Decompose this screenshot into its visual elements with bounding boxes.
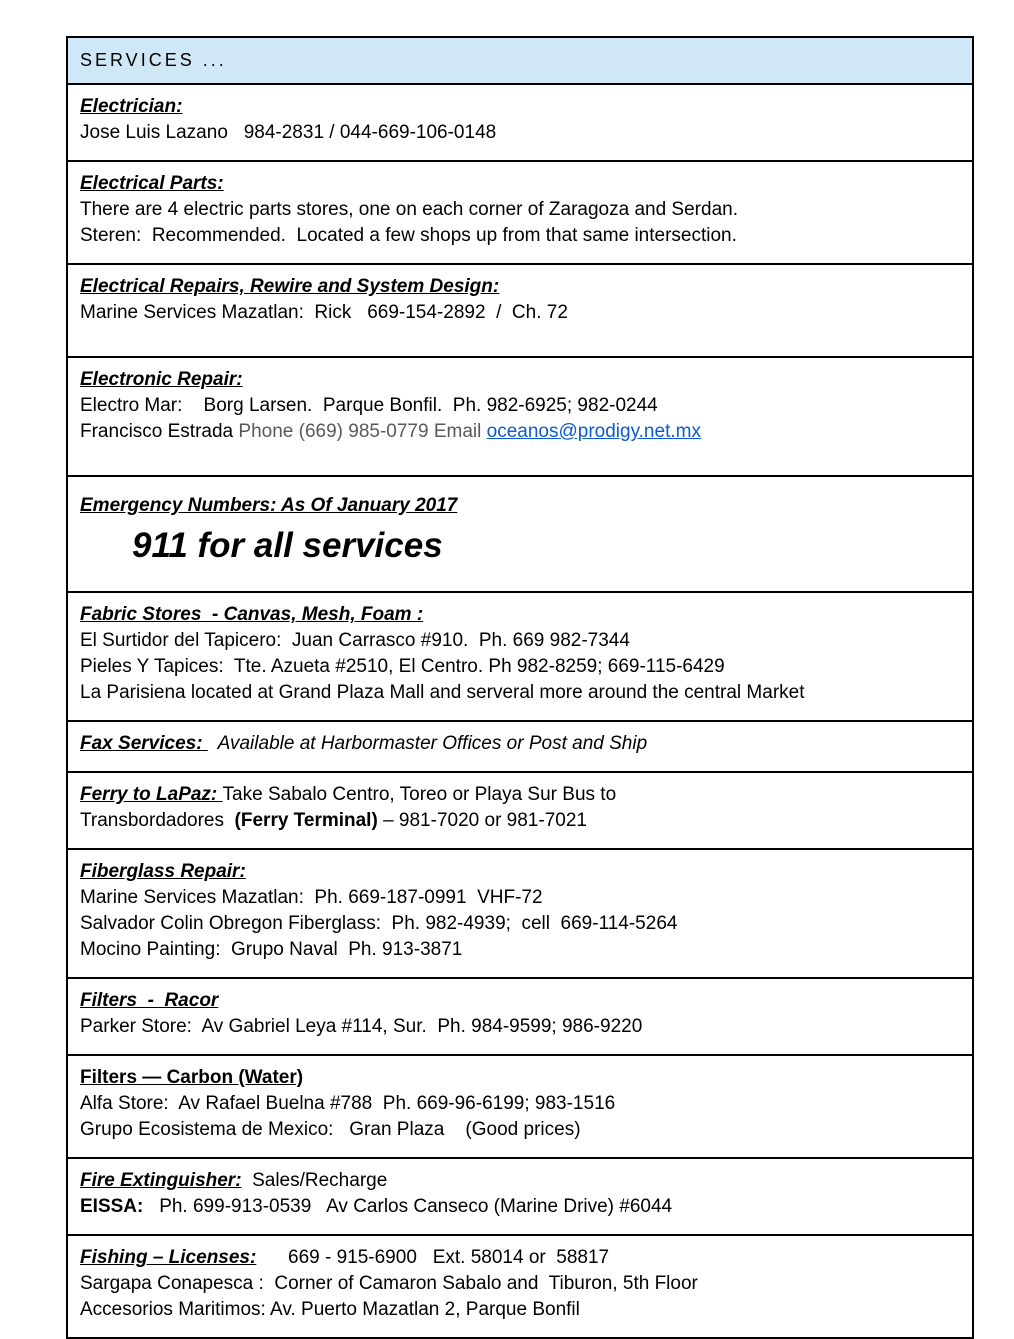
ferry-terminal-label: (Ferry Terminal) bbox=[234, 810, 378, 831]
section-ferry-to-lapaz bbox=[68, 773, 972, 850]
contact-name: Francisco Estrada bbox=[80, 421, 239, 442]
section-text: Sales/Recharge bbox=[241, 1170, 388, 1191]
section-filters-carbon bbox=[68, 1056, 972, 1159]
section-electrician bbox=[68, 85, 972, 162]
section-fiberglass-repair bbox=[68, 850, 972, 979]
section-heading: Electronic Repair: bbox=[80, 369, 243, 390]
section-electronic-repair bbox=[68, 358, 972, 477]
section-heading: Electrician: bbox=[80, 96, 183, 117]
section-text: Take Sabalo Centro, Toreo or Playa Sur Bus to bbox=[222, 784, 617, 805]
section-text: Salvador Colin Obregon Fiberglass: Ph. 982-4939; cell 669-114-5264 bbox=[80, 913, 678, 934]
eissa-label: EISSA: bbox=[80, 1196, 144, 1217]
section-text: Electro Mar: Borg Larsen. Parque Bonfil. Ph. 982-6925; 982-0244 bbox=[80, 395, 658, 416]
section-heading: Fax Services: bbox=[80, 733, 208, 754]
section-fabric-stores bbox=[68, 593, 972, 722]
section-text: Available at Harbormaster Offices or Post and Ship bbox=[207, 733, 648, 754]
emergency-911-text: 911 for all services bbox=[132, 526, 443, 565]
section-text: Marine Services Mazatlan: Ph. 669-187-0991 VHF-72 bbox=[80, 887, 543, 908]
section-heading: Emergency Numbers: As Of January 2017 bbox=[80, 495, 458, 516]
contact-phone: Phone (669) 985-0779 Email bbox=[238, 421, 487, 442]
services-directory-table bbox=[66, 36, 974, 1339]
section-electrical-repairs bbox=[68, 265, 972, 358]
section-heading: Filters - Racor bbox=[80, 990, 219, 1011]
table-header bbox=[68, 38, 972, 85]
section-text: – 981-7020 or 981-7021 bbox=[377, 810, 587, 831]
section-text: Pieles Y Tapices: Tte. Azueta #2510, El Centro. Ph 982-8259; 669-115-6429 bbox=[80, 656, 725, 677]
section-text: 669 - 915-6900 Ext. 58014 or 58817 bbox=[256, 1247, 610, 1268]
section-electrical-parts bbox=[68, 162, 972, 265]
section-heading: Electrical Repairs, Rewire and System Design: bbox=[80, 276, 500, 297]
section-emergency-numbers bbox=[68, 477, 972, 593]
section-text: Steren: Recommended. Located a few shops up from that same intersection. bbox=[80, 225, 737, 246]
section-text: El Surtidor del Tapicero: Juan Carrasco #910. Ph. 669 982-7344 bbox=[80, 630, 630, 651]
section-fire-extinguisher bbox=[68, 1159, 972, 1236]
section-heading: Fishing – Licenses: bbox=[80, 1247, 257, 1268]
section-text: Ph. 699-913-0539 Av Carlos Canseco (Marine Drive) #6044 bbox=[143, 1196, 673, 1217]
section-text: Mocino Painting: Grupo Naval Ph. 913-3871 bbox=[80, 939, 463, 960]
section-text: Accesorios Maritimos: Av. Puerto Mazatlan 2, Parque Bonfil bbox=[80, 1299, 580, 1320]
section-text: La Parisiena located at Grand Plaza Mall and serveral more around the central Market bbox=[80, 682, 805, 703]
section-fax-services bbox=[68, 722, 972, 773]
section-text: Grupo Ecosistema de Mexico: Gran Plaza (Good prices) bbox=[80, 1119, 581, 1140]
section-text: Jose Luis Lazano 984-2831 / 044-669-106-0148 bbox=[80, 122, 497, 143]
section-text: Marine Services Mazatlan: Rick 669-154-2892 / Ch. 72 bbox=[80, 302, 568, 323]
section-heading: Fabric Stores - Canvas, Mesh, Foam : bbox=[80, 604, 424, 625]
email-link[interactable]: oceanos@prodigy.net.mx bbox=[486, 421, 701, 442]
section-fishing-licenses bbox=[68, 1236, 972, 1337]
section-text: Alfa Store: Av Rafael Buelna #788 Ph. 669-96-6199; 983-1516 bbox=[80, 1093, 616, 1114]
section-text: There are 4 electric parts stores, one on each corner of Zaragoza and Serdan. bbox=[80, 199, 738, 220]
section-text: Parker Store: Av Gabriel Leya #114, Sur. Ph. 984-9599; 986-9220 bbox=[80, 1016, 643, 1037]
section-text: Transbordadores bbox=[80, 810, 235, 831]
section-heading: Ferry to LaPaz: bbox=[80, 784, 223, 805]
section-text: Sargapa Conapesca : Corner of Camaron Sabalo and Tiburon, 5th Floor bbox=[80, 1273, 698, 1294]
section-filters-racor bbox=[68, 979, 972, 1056]
section-heading: Electrical Parts: bbox=[80, 173, 224, 194]
page-title: SERVICES ... bbox=[80, 50, 227, 70]
section-heading: Fire Extinguisher: bbox=[80, 1170, 242, 1191]
section-heading: Fiberglass Repair: bbox=[80, 861, 246, 882]
section-heading: Filters — Carbon (Water) bbox=[80, 1067, 304, 1088]
